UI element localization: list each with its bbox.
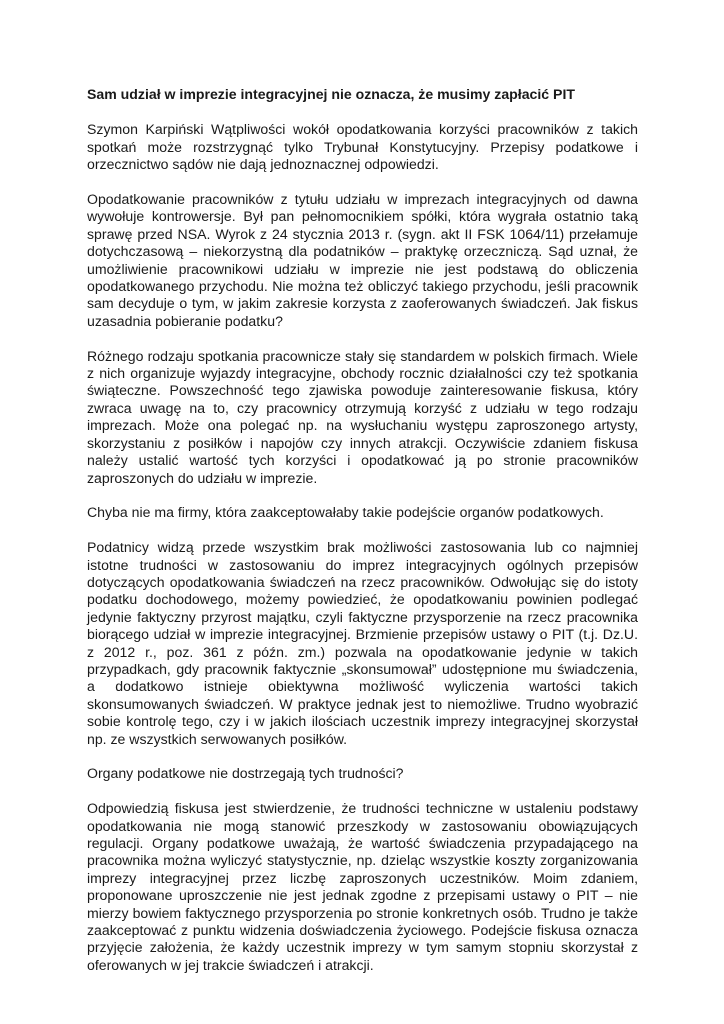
article-title: Sam udział w imprezie integracyjnej nie oznacza, że musimy zapłacić PIT bbox=[87, 86, 575, 102]
paragraph-question-3: Organy podatkowe nie dostrzegają tych trudności? bbox=[87, 765, 404, 782]
paragraph-question-1: Opodatkowanie pracowników z tytułu udziału w imprezach integracyjnych od dawna wywołuje kontrowersje. Był pan pełnomocnikiem spółki, która wygrała ostatnio taką sprawę przed NSA. Wyrok z 24 stycznia 2013 r. (sygn. akt II FSK 1064/11) przełamuje dotychczasową – niekorzystną dla podatników – praktykę orzeczniczą. Sąd uznał, że umożliwienie pracownikowi udziału w imprezie nie jest podstawą do obliczenia opodatkowanego przychodu. Nie można też obliczyć takiego przychodu, jeśli pracownik sam decyduje o tym, w jakim zakresie korzysta z zaoferowanych świadczeń. Jak fiskus uzasadnia pobieranie podatku? bbox=[87, 191, 638, 329]
paragraph-answer-3: Odpowiedzią fiskusa jest stwierdzenie, że trudności techniczne w ustaleniu podstawy opodatkowania nie mogą stanowić przeszkody w zastosowaniu obowiązujących regulacji. Organy podatkowe uważają, że wartość świadczenia przypadającego na pracownika można wyliczyć statystycznie, np. dzieląc wszystkie koszty zorganizowania imprezy integracyjnej przez liczbę zaproszonych uczestników. Moim zdaniem, proponowane uproszczenie nie jest jednak zgodne z przepisami ustawy o PIT – nie mierzy bowiem faktycznego przysporzenia po stronie konkretnych osób. Trudno je także zaakceptować z punktu widzenia doświadczenia życiowego. Podejście fiskusa oznacza przyjęcie założenia, że każdy uczestnik imprezy w tym samym stopniu skorzystał z oferowanych w jej trakcie świadczeń i atrakcji. bbox=[87, 800, 638, 973]
paragraph-lead: Szymon Karpiński Wątpliwości wokół opodatkowania korzyści pracowników z takich spotkań może rozstrzygnąć tylko Trybunał Konstytucyjny. Przepisy podatkowe i orzecznictwo sądów nie dają jednoznacznej odpowiedzi. bbox=[87, 121, 638, 173]
paragraph-question-2: Chyba nie ma firmy, która zaakceptowałaby takie podejście organów podatkowych. bbox=[87, 504, 604, 521]
paragraph-answer-1: Różnego rodzaju spotkania pracownicze stały się standardem w polskich firmach. Wiele z nich organizuje wyjazdy integracyjne, obchody rocznic działalności czy też spotkania świąteczne. Powszechność tego zjawiska powoduje zainteresowanie fiskusa, który zwraca uwagę na to, czy pracownicy otrzymują korzyść z udziału w tego rodzaju imprezach. Może ona polegać np. na wysłuchaniu występu zaproszonego artysty, skorzystaniu z posiłków i napojów czy innych atrakcji. Oczywiście zdaniem fiskusa należy ustalić wartość tych korzyści i opodatkować ją po stronie pracowników zaproszonych do udziału w imprezie. bbox=[87, 347, 638, 486]
paragraph-answer-2: Podatnicy widzą przede wszystkim brak możliwości zastosowania lub co najmniej istotne trudności w zastosowaniu do imprez integracyjnych ogólnych przepisów dotyczących opodatkowania świadczeń na rzecz pracowników. Odwołując się do istoty podatku dochodowego, możemy powiedzieć, że opodatkowaniu powinien podlegać jedynie faktyczny przyrost majątku, czyli faktyczne przysporzenie na rzecz pracownika biorącego udział w imprezie integracyjnej. Brzmienie przepisów ustawy o PIT (t.j. Dz.U. z 2012 r., poz. 361 z późn. zm.) pozwala na opodatkowanie jedynie w takich przypadkach, gdy pracownik faktycznie „skonsumował” udostępnione mu świadczenia, a dodatkowo istnieje obiektywna możliwość wyliczenia wartości takich skonsumowanych świadczeń. W praktyce jednak jest to niemożliwe. Trudno wyobrazić sobie kontrolę tego, czy i w jakich ilościach uczestnik imprezy integracyjnej skorzystał np. ze wszystkich serwowanych posiłków. bbox=[87, 539, 638, 747]
